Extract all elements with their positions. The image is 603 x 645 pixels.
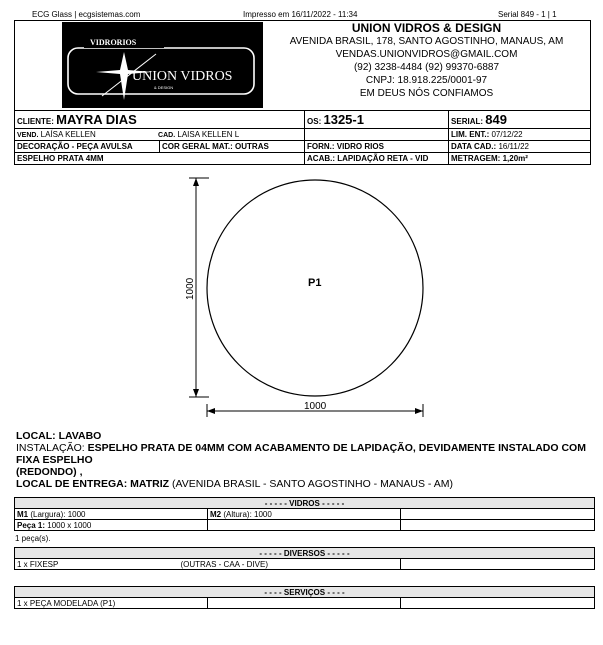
services-section-title: - - - - SERVIÇOS - - - -	[15, 587, 595, 598]
company-email: VENDAS.UNIONVIDROS@GMAIL.COM	[335, 49, 518, 60]
piece-size-cell: Peça 1: 1000 x 1000	[15, 520, 208, 531]
width-dimension	[207, 401, 423, 417]
registered-by: LAISA KELLEN L	[177, 130, 240, 139]
area-cell: METRAGEM: 1,20m²	[449, 153, 591, 165]
logo-graphic	[62, 22, 263, 108]
svg-text:UNION VIDROS: UNION VIDROS	[132, 69, 233, 84]
piece-count: 1 peça(s).	[15, 534, 51, 543]
order-info-grid	[14, 110, 591, 165]
service-item: 1 x PEÇA MODELADA (P1)	[15, 598, 208, 609]
piece-label: P1	[308, 277, 322, 289]
m2-cell: M2 (Altura): 1000	[208, 509, 401, 520]
glass-type-cell: ESPELHO PRATA 4MM	[15, 153, 305, 165]
system-name: ECG Glass | ecgsistemas.com	[32, 10, 141, 19]
serial-number: 849	[485, 112, 507, 127]
installation-text: INSTALAÇÃO: ESPELHO PRATA DE 04MM COM ACABAMENTO DE LAPIDAÇÃO, DEVIDAMENTE INSTALADO COM	[16, 442, 586, 454]
services-table	[14, 586, 595, 609]
company-info	[264, 22, 589, 100]
m1-cell: M1 (Largura): 1000	[15, 509, 208, 520]
company-name: UNION VIDROS & DESIGN	[351, 21, 502, 35]
delivery-limit: 07/12/22	[491, 130, 523, 139]
register-date: 16/11/22	[498, 142, 529, 151]
supplier-cell: FORN.: VIDRO RIOS	[305, 141, 449, 153]
os-cell: OS: 1325-1	[305, 111, 449, 129]
glass-table	[14, 497, 595, 531]
company-phones: (92) 3238-4484 (92) 99370-6887	[353, 62, 500, 73]
width-label: 1000	[304, 401, 327, 412]
svg-text:& DESIGN: & DESIGN	[154, 85, 174, 90]
register-date-cell: DATA CAD.: 16/11/22	[449, 141, 591, 153]
vendor-name: LAÍSA KELLEN	[40, 130, 96, 139]
serial-page: Serial 849 - 1 | 1	[498, 10, 557, 19]
glass-section-title: - - - - - VIDROS - - - - -	[15, 498, 595, 509]
company-address: AVENIDA BRASIL, 178, SANTO AGOSTINHO, MANAUS, AM	[289, 36, 564, 47]
os-number: 1325-1	[323, 112, 364, 127]
company-cnpj: CNPJ: 18.918.225/0001-97	[365, 75, 488, 86]
client-cell: CLIENTE: MAYRA DIAS	[15, 111, 305, 129]
serial-cell: SERIAL: 849	[449, 111, 591, 129]
misc-item: 1 x FIXESP (OUTRAS - CAA - DIVE)	[15, 559, 401, 570]
company-logo	[62, 22, 263, 108]
height-dimension	[185, 178, 209, 397]
installation-details: LOCAL: LAVABO INSTALAÇÃO: ESPELHO PRATA DE 04MM COM ACABAMENTO DE LAPIDAÇÃO, DEVIDAMENTE INSTALADO COM FIXA ESPELHO (REDONDO) , LOCAL DE ENTREGA: MATRIZ (AVENIDA BRASIL - SANTO AGOSTINHO - MANAUS - AM)	[16, 430, 596, 490]
misc-table	[14, 547, 595, 570]
client-name: MAYRA DIAS	[56, 112, 137, 127]
vendor-cell: VEND. LAÍSA KELLEN CAD. LAISA KELLEN L	[15, 129, 305, 141]
finish-cell: ACAB.: LAPIDAÇÃO RETA - VID	[305, 153, 449, 165]
print-date: Impresso em 16/11/2022 - 11:34	[243, 10, 358, 19]
delivery-location: LOCAL DE ENTREGA: MATRIZ (AVENIDA BRASIL - SANTO AGOSTINHO - MANAUS - AM)	[16, 478, 453, 490]
company-motto: EM DEUS NÓS CONFIAMOS	[359, 88, 494, 99]
piece-drawing	[0, 165, 603, 425]
misc-section-title: - - - - - DIVERSOS - - - - -	[15, 548, 595, 559]
color-cell: COR GERAL MAT.: OUTRAS	[160, 141, 305, 153]
svg-text:VIDRORIOS: VIDRORIOS	[90, 38, 137, 47]
empty-cell	[305, 129, 449, 141]
delivery-limit-cell: LIM. ENT.: 07/12/22	[449, 129, 591, 141]
decoration-cell: DECORAÇÃO - PEÇA AVULSA	[15, 141, 160, 153]
location: LOCAL: LAVABO	[16, 430, 102, 442]
height-label: 1000	[185, 277, 196, 300]
